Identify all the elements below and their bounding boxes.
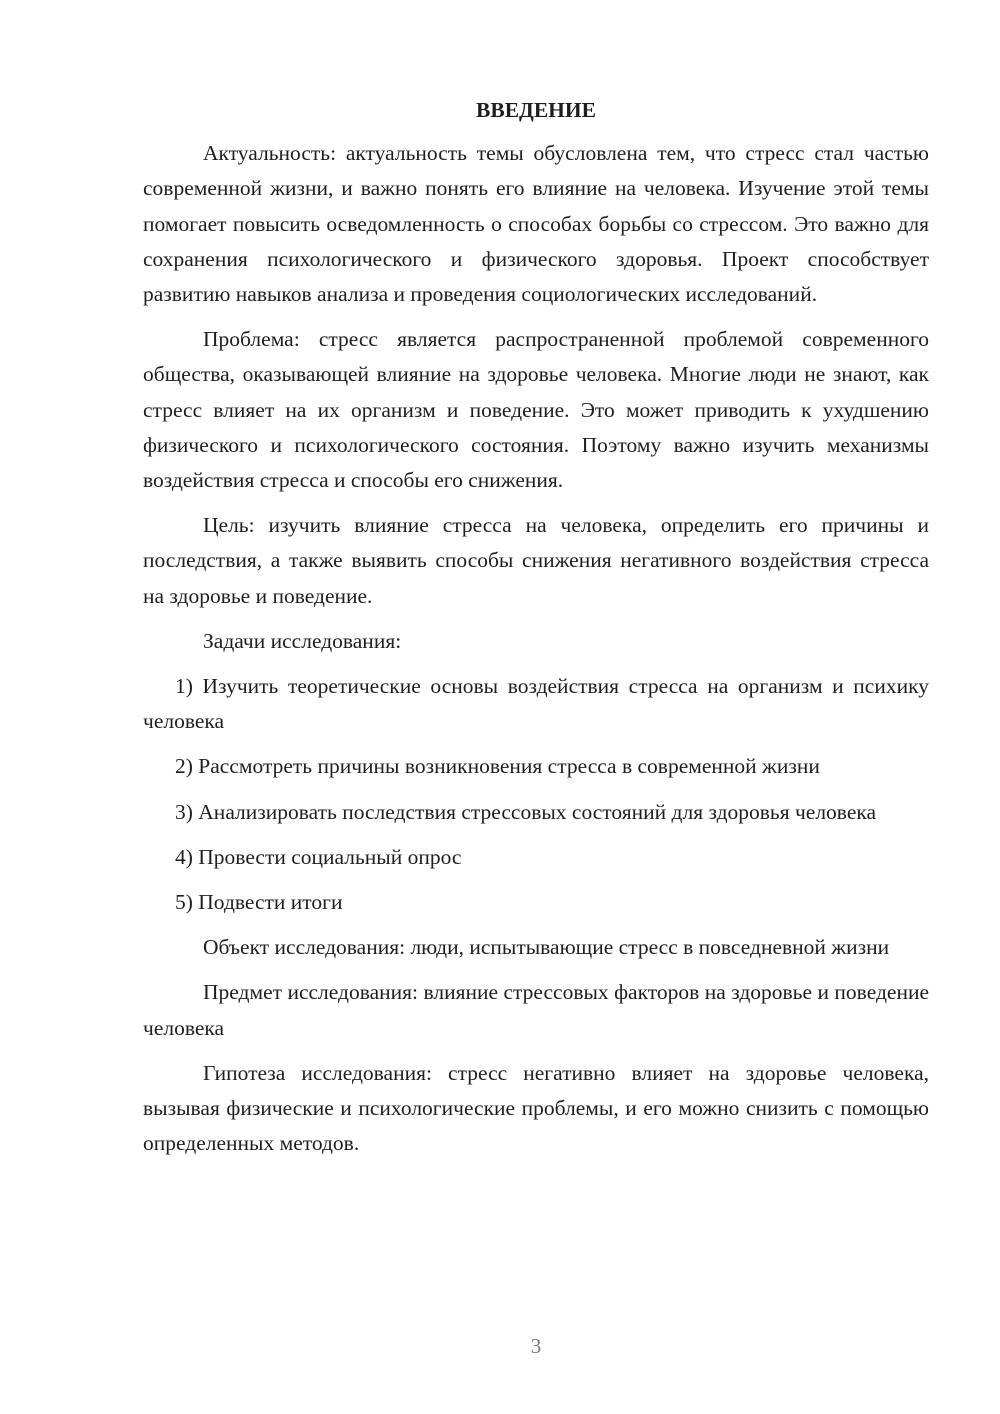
task-item-5: 5) Подвести итоги xyxy=(175,890,343,915)
tasks-heading: Задачи исследования: xyxy=(203,628,402,653)
page-number: 3 xyxy=(530,1334,542,1358)
relevance-paragraph: Актуальность: актуальность темы обусловлена тем, что стресс стал частью современной жизни, и важно понять его влияние на человека. Изучение этой темы помогает повысить осведомленность о способах борьбы со стрессом. Это важно для сохранения психологического и физического здоровья. Проект способствует развитию навыков анализа и проведения социологических исследований. xyxy=(143,141,929,307)
task-item-2: 2) Рассмотреть причины возникновения стресса в современной жизни xyxy=(175,754,820,779)
hypothesis-paragraph: Гипотеза исследования: стресс негативно влияет на здоровье человека, вызывая физические и психологические проблемы, и его можно снизить с помощью определенных методов. xyxy=(143,1060,929,1156)
document-page xyxy=(143,93,929,1171)
task-item-1: 1) Изучить теоретические основы воздействия стресса на организм и психику человека xyxy=(143,674,929,734)
goal-paragraph: Цель: изучить влияние стресса на человека, определить его причины и последствия, а также выявить способы снижения негативного воздействия стресса на здоровье и поведение. xyxy=(143,513,929,608)
subject-paragraph: Предмет исследования: влияние стрессовых факторов на здоровье и поведение человека xyxy=(143,980,929,1040)
task-item-3: 3) Анализировать последствия стрессовых состояний для здоровья человека xyxy=(175,799,877,824)
task-item-4: 4) Провести социальный опрос xyxy=(175,844,462,869)
problem-paragraph: Проблема: стресс является распространенной проблемой современного общества, оказывающей влияние на здоровье человека. Многие люди не знают, как стресс влияет на их организм и поведение. Это может приводить к ухудшению физического и психологического состояния. Поэтому важно изучить механизмы воздействия стресса и способы его снижения. xyxy=(143,327,929,493)
document-title: ВВЕДЕНИЕ xyxy=(476,98,596,122)
object-paragraph: Объект исследования: люди, испытывающие стресс в повседневной жизни xyxy=(203,935,890,960)
